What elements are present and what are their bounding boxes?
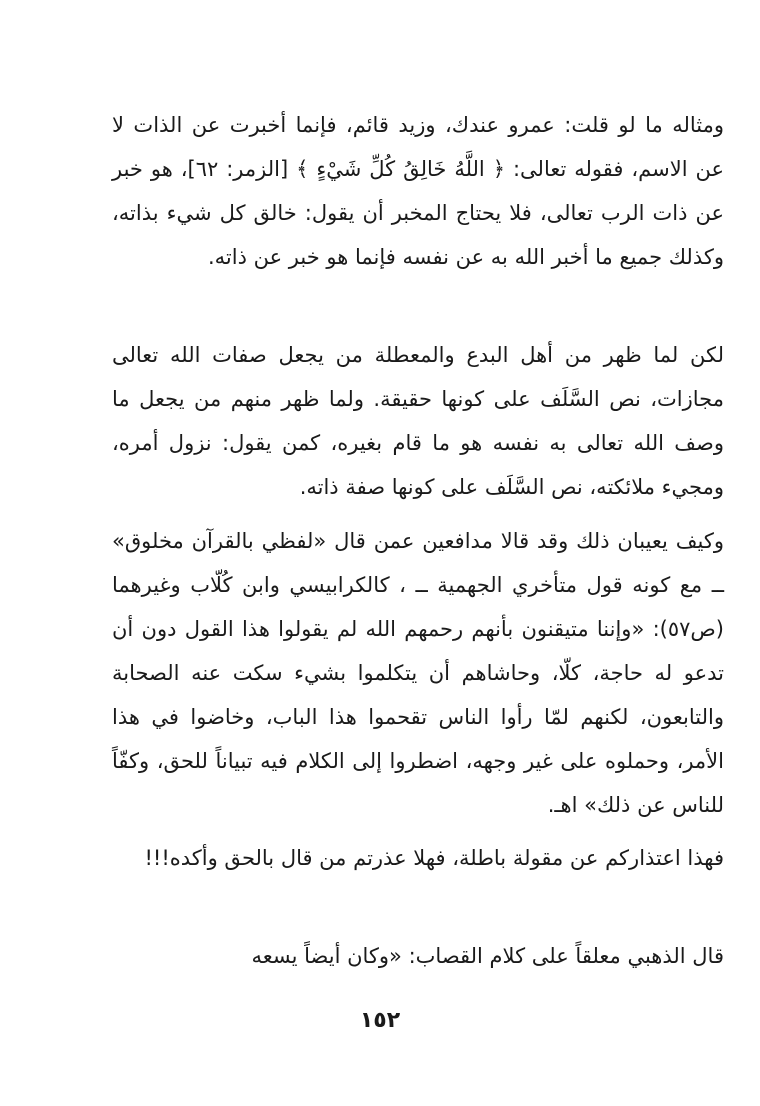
page-number: ١٥٢ (359, 1008, 401, 1033)
paragraph-1: ومثاله ما لو قلت: عمرو عندك، وزيد قائم، فإنما أخبرت عن الذات لا عن الاسم، فقوله تعالى: ﴿ اللَّهُ خَالِقُ كُلِّ شَيْءٍ ﴾ [الزمر: ٦٢]، هو خبر عن ذات الرب تعالى، فلا يحتاج المخبر أن يقول: خالق كل شيء بذاته، وكذلك جميع ما أخبر الله به عن نفسه فإنما هو خبر عن ذاته. (112, 113, 724, 269)
paragraph-3: وكيف يعيبان ذلك وقد قالا مدافعين عمن قال «لفظي بالقرآن مخلوق» ــ مع كونه قول متأخري الجهمية ــ ، كالكرابيسي وابن كُلّاب وغيرهما (ص٥٧): «وإننا متيقنون بأنهم رحمهم الله لم يقولوا هذا القول دون أن تدعو له حاجة، كلّا، وحاشاهم أن يتكلموا بشيء سكت عنه الصحابة والتابعون، لكنهم لمّا رأوا الناس تقحموا هذا الباب، وخاضوا في هذا الأمر، وحملوه على غير وجهه، اضطروا إلى الكلام فيه تبياناً للحق، وكفّاً للناس عن ذلك» اهـ. (112, 529, 724, 817)
paragraph-4: فهذا اعتذاركم عن مقولة باطلة، فهلا عذرتم من قال بالحق وأكده!!! (144, 846, 724, 870)
paragraph-2: لكن لما ظهر من أهل البدع والمعطلة من يجعل صفات الله تعالى مجازات، نص السَّلَف على كونها حقيقة. ولما ظهر منهم من يجعل ما وصف الله تعالى به نفسه هو ما قام بغيره، كمن يقول: نزول أمره، ومجيء ملائكته، نص السَّلَف على كونها صفة ذاته. (112, 343, 724, 499)
paragraph-5: قال الذهبي معلقاً على كلام القصاب: «وكان أيضاً يسعه (251, 944, 724, 968)
